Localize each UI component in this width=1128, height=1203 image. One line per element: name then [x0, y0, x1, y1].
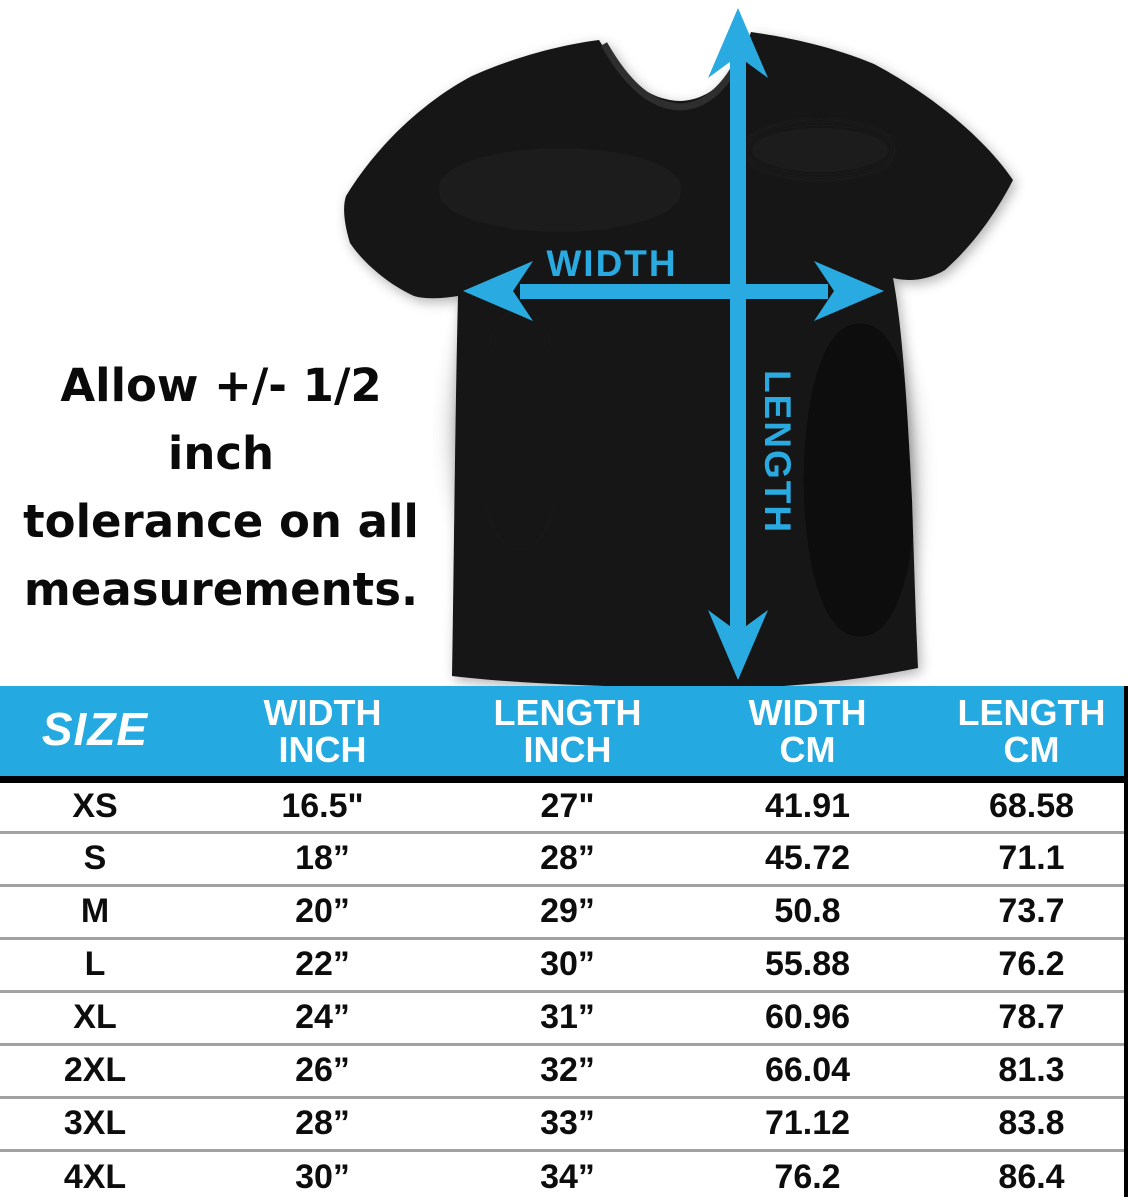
- cell-size: L: [84, 945, 106, 983]
- width-arrow-label: WIDTH: [546, 243, 678, 284]
- cell-width-inch: 26”: [295, 1051, 350, 1089]
- cell-width-cm: 45.72: [764, 839, 851, 877]
- cell-size: M: [80, 892, 110, 930]
- table-row-xs: [0, 779, 1128, 832]
- table-right-border: [1124, 686, 1128, 1197]
- cell-width-inch: 24”: [295, 998, 350, 1036]
- cell-length-cm: 81.3: [998, 1051, 1065, 1089]
- cell-length-inch: 30”: [540, 945, 595, 983]
- size-chart: [0, 686, 1128, 1203]
- cell-width-cm: 55.88: [764, 945, 851, 983]
- cell-width-cm: 60.96: [764, 998, 851, 1036]
- cell-length-inch: 32”: [540, 1051, 595, 1089]
- table-row-xl: [0, 991, 1128, 1044]
- cell-length-cm: 83.8: [998, 1104, 1065, 1142]
- cell-length-inch: 34”: [540, 1157, 595, 1196]
- cell-length-cm: 78.7: [998, 998, 1065, 1036]
- header-length-cm: LENGTH CM: [957, 691, 1106, 770]
- table-row-s: [0, 832, 1128, 885]
- cell-width-inch: 20”: [295, 892, 350, 930]
- cell-width-cm: 41.91: [764, 787, 851, 825]
- cell-size: 2XL: [63, 1051, 127, 1089]
- cell-size: XL: [73, 998, 117, 1036]
- header-size: SIZE: [41, 702, 149, 755]
- cell-width-inch: 22”: [295, 945, 350, 983]
- cell-width-inch: 16.5": [281, 787, 364, 825]
- table-row-4xl: [0, 1150, 1128, 1203]
- cell-length-inch: 27": [540, 787, 595, 825]
- cell-length-inch: 28”: [540, 839, 595, 877]
- cell-length-cm: 68.58: [988, 787, 1075, 825]
- table-row-m: [0, 885, 1128, 938]
- tolerance-note-line3: measurements.: [23, 563, 419, 616]
- cell-width-cm: 76.2: [774, 1157, 841, 1196]
- cell-length-inch: 33”: [540, 1104, 595, 1142]
- cell-size: XS: [72, 787, 118, 825]
- cell-width-inch: 28”: [295, 1104, 350, 1142]
- tshirt-silhouette: [344, 32, 1013, 686]
- tolerance-note-line1: Allow +/- 1/2 inch: [60, 359, 382, 480]
- size-chart-header-row: [0, 686, 1128, 779]
- cell-width-cm: 66.04: [764, 1051, 851, 1089]
- table-row-l: [0, 938, 1128, 991]
- cell-length-inch: 31”: [540, 998, 595, 1036]
- cell-size: 4XL: [63, 1157, 127, 1196]
- cell-width-inch: 18”: [295, 839, 350, 877]
- size-chart-table: [0, 686, 1128, 1203]
- cell-length-cm: 86.4: [998, 1157, 1065, 1196]
- tolerance-note-line2: tolerance on all: [23, 495, 419, 548]
- header-length-inch: LENGTH INCH: [493, 691, 642, 770]
- cell-length-cm: 73.7: [998, 892, 1065, 930]
- table-row-2xl: [0, 1044, 1128, 1097]
- cell-width-cm: 50.8: [774, 892, 841, 930]
- cell-width-cm: 71.12: [764, 1104, 851, 1142]
- header-width-inch: WIDTH INCH: [263, 691, 382, 770]
- header-width-cm: WIDTH CM: [748, 691, 867, 770]
- cell-length-cm: 71.1: [998, 839, 1065, 877]
- cell-width-inch: 30”: [295, 1157, 350, 1196]
- tolerance-note: [0, 352, 442, 624]
- cell-size: S: [83, 839, 107, 877]
- table-row-3xl: [0, 1097, 1128, 1150]
- length-arrow-label: LENGTH: [757, 369, 798, 535]
- cell-size: 3XL: [63, 1104, 127, 1142]
- cell-length-inch: 29”: [540, 892, 595, 930]
- cell-length-cm: 76.2: [998, 945, 1065, 983]
